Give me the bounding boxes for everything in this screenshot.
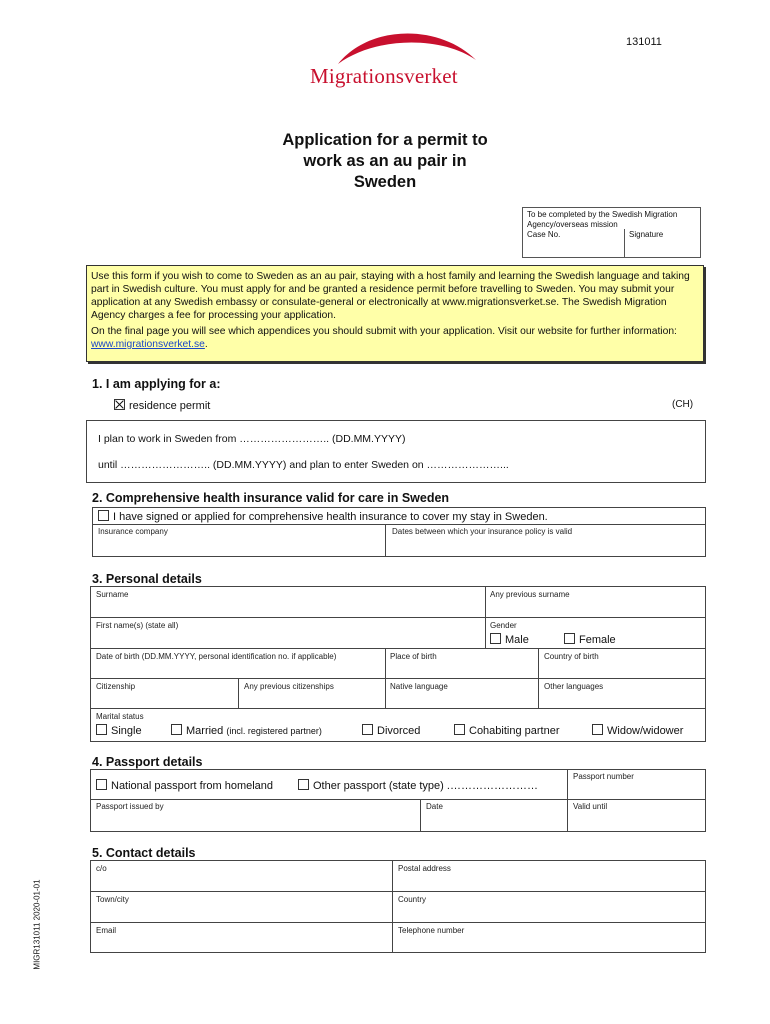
marital-married-option[interactable]: Married (incl. registered partner) — [171, 724, 322, 737]
passport-issued-by-label: Passport issued by — [96, 802, 164, 811]
work-from-line[interactable]: I plan to work in Sweden from …………………….. (DD.MM.YYYY) — [98, 433, 406, 445]
surname-label: Surname — [96, 590, 129, 599]
case-no-label: Case No. — [527, 230, 561, 239]
single-checkbox[interactable] — [96, 724, 107, 735]
national-passport-option[interactable]: National passport from homeland — [96, 779, 273, 792]
info-box — [86, 265, 704, 362]
work-dates-box — [86, 420, 706, 483]
male-checkbox[interactable] — [490, 633, 501, 644]
other-passport-checkbox[interactable] — [298, 779, 309, 790]
dob-label: Date of birth (DD.MM.YYYY, personal identification no. if applicable) — [96, 652, 337, 661]
official-use-box — [522, 207, 701, 258]
title-line-2: work as an au pair in — [303, 152, 467, 170]
gender-male-option[interactable]: Male — [490, 633, 529, 646]
native-language-label: Native language — [390, 682, 448, 691]
contact-box — [90, 860, 706, 953]
female-checkbox[interactable] — [564, 633, 575, 644]
place-of-birth-label: Place of birth — [390, 652, 437, 661]
marital-single-option[interactable]: Single — [96, 724, 142, 737]
permit-code: (CH) — [672, 399, 694, 410]
citizenship-label: Citizenship — [96, 682, 136, 691]
town-city-label: Town/city — [96, 895, 129, 904]
page-title — [255, 130, 515, 193]
section-4-title: 4. Passport details — [92, 755, 203, 769]
section-2-title: 2. Comprehensive health insurance valid for care in Sweden — [92, 491, 450, 505]
other-languages-label: Other languages — [544, 682, 604, 691]
website-link[interactable]: www.migrationsverket.se — [91, 339, 205, 350]
gender-label: Gender — [490, 621, 517, 630]
married-checkbox[interactable] — [171, 724, 182, 735]
section-3-title: 3. Personal details — [92, 572, 202, 586]
logo-arc-icon — [330, 30, 480, 66]
marital-divorced-option[interactable]: Divorced — [362, 724, 420, 737]
passport-valid-until-label: Valid until — [573, 802, 608, 811]
form-number: 131011 — [626, 36, 662, 48]
marital-widow-option[interactable]: Widow/widower — [592, 724, 683, 737]
country-of-birth-label: Country of birth — [544, 652, 599, 661]
passport-date-label: Date — [426, 802, 443, 811]
work-until-line[interactable]: until …………………….. (DD.MM.YYYY) and plan to enter Sweden on …………………... — [98, 459, 509, 471]
postal-address-label: Postal address — [398, 864, 451, 873]
first-names-label: First name(s) (state all) — [96, 621, 179, 630]
telephone-label: Telephone number — [398, 926, 465, 935]
migrationsverket-logo — [310, 30, 485, 94]
logo-text: Migrationsverket — [310, 64, 458, 88]
section-1-title: 1. I am applying for a: — [92, 377, 221, 391]
residence-permit-option[interactable]: residence permit — [114, 399, 210, 412]
marital-status-label: Marital status — [96, 712, 144, 721]
form-version-code: MIGR131011 2020-01-01 — [32, 879, 42, 970]
email-label: Email — [96, 926, 117, 935]
national-passport-checkbox[interactable] — [96, 779, 107, 790]
insurance-dates-label: Dates between which your insurance policy is valid — [392, 527, 573, 536]
info-paragraph-1: Use this form if you wish to come to Sweden as an au pair, staying with a host family and learning the Swedish language and taking part in Swedish culture. You must apply for and be granted a residence permit before travelling to Sweden. You may submit your application at any Swedish embassy or consulate-general or electronically at www.migrationsverket.se. The Swedish Migration Agency charges a fee for processing your application. — [91, 271, 690, 321]
previous-surname-label: Any previous surname — [490, 590, 570, 599]
country-label: Country — [398, 895, 427, 904]
previous-citizenships-label: Any previous citizenships — [244, 682, 334, 691]
official-use-label: To be completed by the Swedish Migration Agency/overseas mission — [527, 210, 678, 229]
info-paragraph-2: On the final page you will see which appendices you should submit with your application. Visit our website for further information: www.migrationsverket.se. — [91, 326, 677, 350]
section-5-title: 5. Contact details — [92, 846, 196, 860]
marital-cohabiting-option[interactable]: Cohabiting partner — [454, 724, 560, 737]
signature-label: Signature — [629, 230, 664, 239]
gender-female-option[interactable]: Female — [564, 633, 616, 646]
title-line-1: Application for a permit to — [282, 131, 488, 149]
insurance-checkbox[interactable] — [98, 510, 109, 521]
widow-checkbox[interactable] — [592, 724, 603, 735]
divorced-checkbox[interactable] — [362, 724, 373, 735]
insurance-company-label: Insurance company — [98, 527, 168, 536]
residence-permit-checkbox[interactable] — [114, 399, 125, 410]
insurance-option[interactable]: I have signed or applied for comprehensive health insurance to cover my stay in Sweden. — [98, 510, 548, 523]
other-passport-option[interactable]: Other passport (state type) .…………………… — [298, 779, 538, 792]
personal-details-box — [90, 586, 706, 742]
title-line-3: Sweden — [353, 173, 417, 191]
co-label: c/o — [96, 864, 107, 873]
cohabiting-checkbox[interactable] — [454, 724, 465, 735]
passport-number-label: Passport number — [573, 772, 634, 781]
